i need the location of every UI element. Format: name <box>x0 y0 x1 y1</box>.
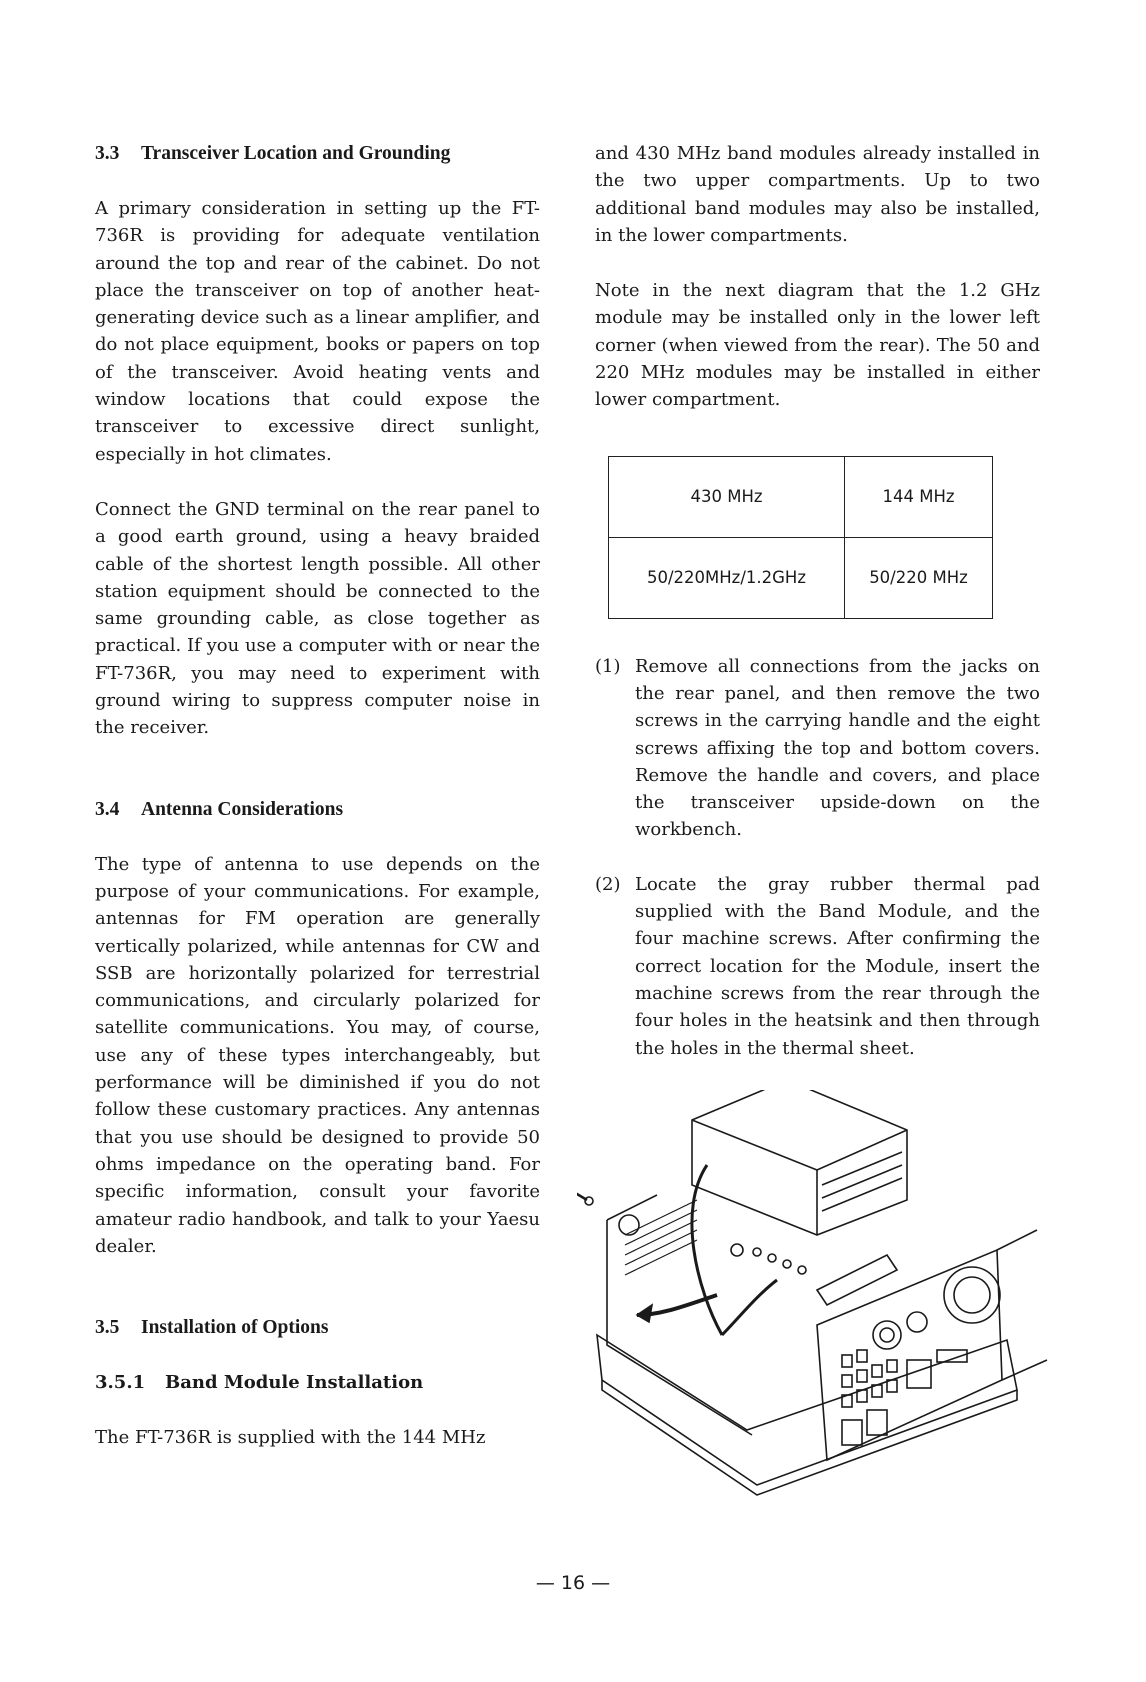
left-column <box>95 140 540 1451</box>
step-1-text: Remove all connections from the jacks on the rear panel, and then remove the two screws in the carrying handle and the eight screws affixing the top and bottom covers. Remove the handle and covers, and place the transceiver upside-down on the workbench. <box>635 655 1040 841</box>
section-3-4-heading: 3.4 Antenna Considerations <box>95 798 344 820</box>
heatsink-fins <box>625 1200 697 1275</box>
band-module-box <box>692 1090 907 1235</box>
section-3-3-heading: 3.3 Transceiver Location and Grounding <box>95 143 451 164</box>
page-number: — 16 — <box>535 1572 611 1594</box>
compartment-top-left: 430 MHz <box>609 456 845 537</box>
module-location-table <box>608 456 993 619</box>
section-3-3-para-1: A primary consideration in setting up the FT-736R is providing for adequate ventilation around the top and rear of the cabinet. Do not place the transceiver on top of another heat-generating device such as a linear amplifier, and do not place equipment, books or papers on top of the transceiver. Avoid heating vents and window locations that could expose the transceiver to excessive direct sunlight, especially in hot climates. <box>95 198 540 465</box>
section-3-5-heading: 3.5 Installation of Options <box>95 1317 329 1339</box>
note-paragraph: Note in the next diagram that the 1.2 GHz module may be installed only in the lower left corner (when viewed from the rear). The 50 and 220 MHz modules may be installed in either lower compartment. <box>595 280 1040 411</box>
compartment-bottom-right: 50/220 MHz <box>844 537 992 618</box>
compartment-top-right: 144 MHz <box>844 456 992 537</box>
step-2-text: Locate the gray rubber thermal pad supplied with the Band Module, and the four machine screws. After confirming the correct location for the Module, insert the machine screws from the rear through the four holes in the heatsink and then through the holes in the thermal sheet. <box>635 873 1040 1059</box>
section-3-5-1-para-1: The FT-736R is supplied with the 144 MHz <box>95 1427 486 1449</box>
machine-screw <box>577 1182 593 1205</box>
continued-paragraph: and 430 MHz band modules already installed in the two upper compartments. Up to two additional band modules may also be installed, in the lower compartments. <box>595 143 1040 246</box>
step-1 <box>595 653 1040 844</box>
compartment-bottom-left: 50/220MHz/1.2GHz <box>609 537 845 618</box>
section-3-5-1-heading: 3.5.1 Band Module Installation <box>95 1372 424 1394</box>
section-3-3-para-2: Connect the GND terminal on the rear panel to a good earth ground, using a heavy braided cable of the shortest length possible. All other station equipment should be connected to the same grounding cable, as close together as practical. If you use a computer with or near the FT-736R, you may need to experiment with ground wiring to suppress computer noise in the receiver. <box>95 498 540 739</box>
step-1-marker: (1) <box>595 655 621 677</box>
step-2-marker: (2) <box>595 873 621 895</box>
right-column <box>595 140 1040 1062</box>
band-module-installation-illustration <box>577 1090 1057 1550</box>
step-2 <box>595 871 1040 1062</box>
section-3-4-para-1: The type of antenna to use depends on the purpose of your communications. For example, antennas for FM operation are generally vertically polarized, while antennas for CW and SSB are horizontally polarized for terrestrial communications, and circularly polarized for satellite communications. You may, of course, use any of these types interchangeably, but performance will be diminished if you do not follow these customary practices. Any antennas that you use should be designed to provide 50 ohms impedance on the operating band. For specific information, consult your favorite amateur radio handbook, and talk to your Yaesu dealer. <box>95 853 540 1257</box>
installation-steps <box>595 653 1040 1062</box>
